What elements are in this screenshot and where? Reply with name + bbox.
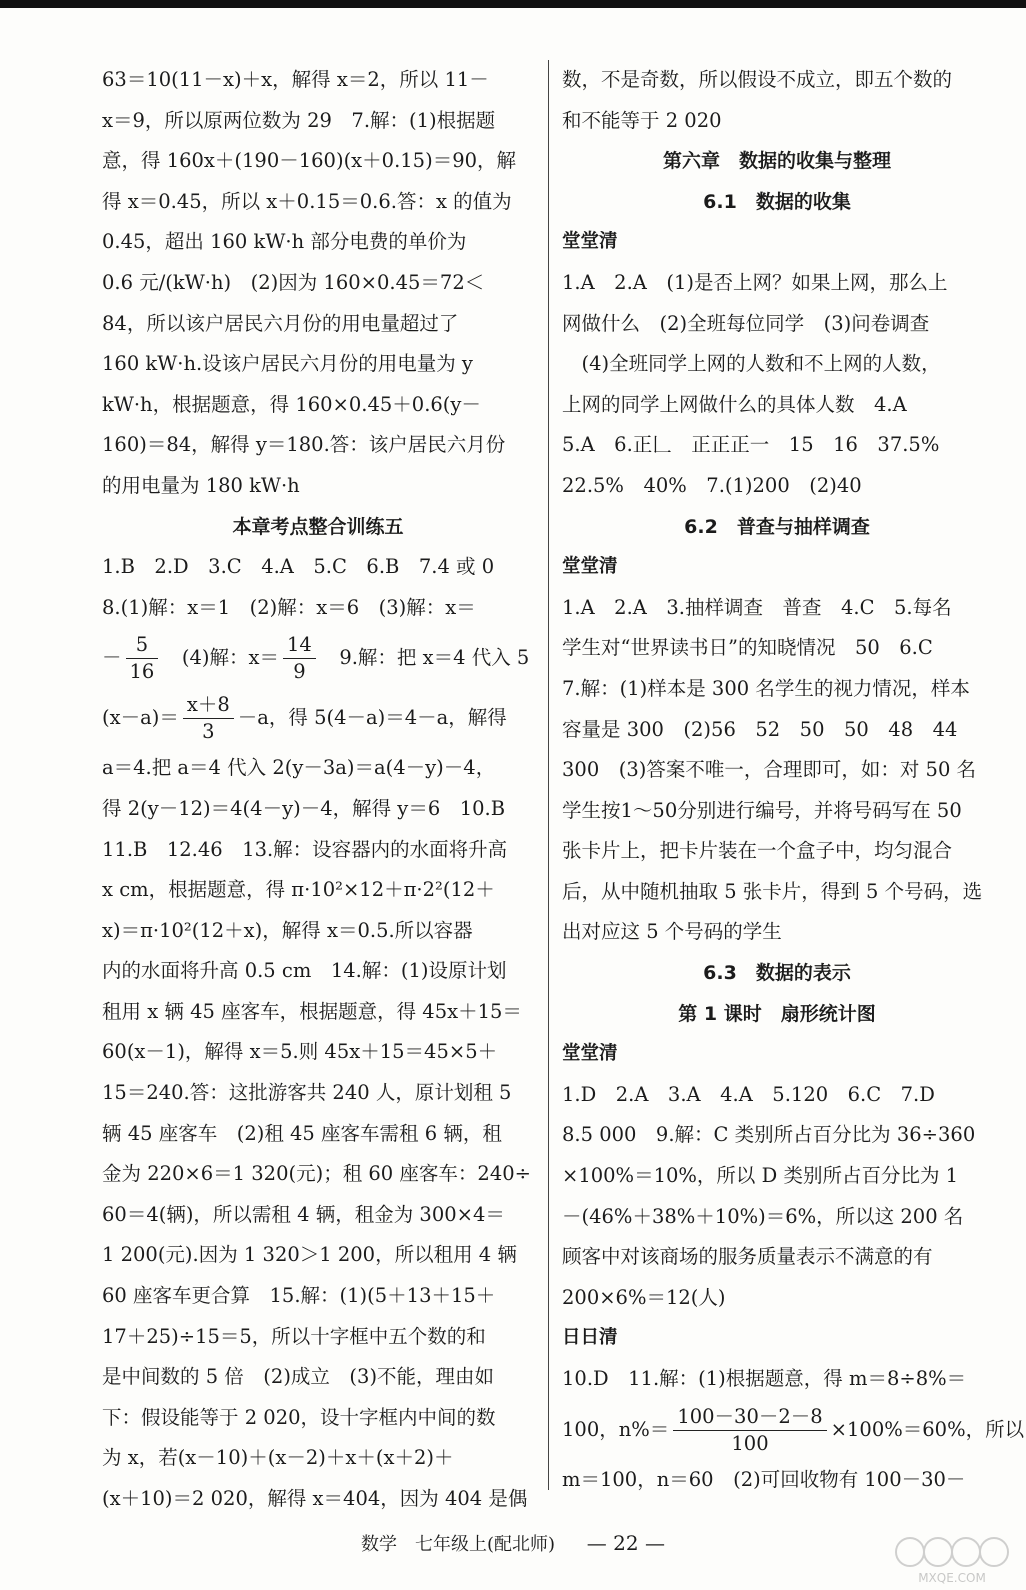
fraction-numerator: x＋8 <box>183 692 234 719</box>
chapter-title: 第六章 数据的收集与整理 <box>662 150 891 173</box>
fraction-numerator: 5 <box>126 632 159 659</box>
text-line: 数，不是奇数，所以假设不成立，即五个数的 <box>562 68 953 91</box>
text-line: 租用 x 辆 45 座客车，根据题意，得 45x＋15＝ <box>102 999 522 1023</box>
fraction-suffix: －a，得 5(4－a)＝4－a，解得 <box>237 706 507 730</box>
text-line: 11.B 12.46 13.解：设容器内的水面将升高 <box>102 837 508 861</box>
text-line: 下：假设能等于 2 020，设十字框内中间的数 <box>102 1405 496 1429</box>
text-line: 金为 220×6＝1 320(元)；租 60 座客车：240÷ <box>102 1162 531 1186</box>
fraction-denominator: 9 <box>293 660 306 684</box>
text-line: 的用电量为 180 kW·h <box>102 473 300 497</box>
text-line: 1.D 2.A 3.A 4.A 5.120 6.C 7.D <box>562 1082 935 1106</box>
section-title-6-2: 6.2 普查与抽样调查 <box>684 515 870 538</box>
text-line: 0.6 元/(kW·h) (2)因为 160×0.45＝72＜ <box>102 270 485 294</box>
section-title: 本章考点整合训练五 <box>232 515 404 538</box>
fraction-denominator: 100 <box>731 1431 769 1455</box>
subsection-label: 堂堂清 <box>562 231 618 253</box>
answers-line: 1.B 2.D 3.C 4.A 5.C 6.B 7.4 或 0 <box>102 555 495 579</box>
page-footer <box>0 1530 1026 1556</box>
text-line: 15＝240.答：这批游客共 240 人，原计划租 5 <box>102 1081 512 1105</box>
text-line: 辆 45 座客车 (2)租 45 座客车需租 6 辆，租 <box>102 1121 502 1145</box>
text-line: 160 kW·h.设该户居民六月份的用电量为 y <box>102 352 473 376</box>
fraction-suffix: ×100%＝60%，所以 <box>830 1417 1025 1441</box>
text-line: 8.5 000 9.解：C 类别所占百分比为 36÷360 <box>562 1123 976 1147</box>
text-line: 300 (3)答案不唯一，合理即可，如：对 50 名 <box>562 758 977 782</box>
text-line: 60＝4(辆)，所以需租 4 辆，租金为 300×4＝ <box>102 1202 505 1226</box>
text-line: x)＝π·10²(12＋x)，解得 x＝0.5.所以容器 <box>102 918 473 942</box>
watermark-logo-icon <box>892 1530 1012 1586</box>
footer-subject: 数学 七年级上(配北师) <box>361 1534 556 1555</box>
text-line: 1 200(元).因为 1 320＞1 200，所以租用 4 辆 <box>102 1243 517 1267</box>
text-line: 是中间数的 5 倍 (2)成立 (3)不能，理由如 <box>102 1365 495 1389</box>
text-line: 出对应这 5 个号码的学生 <box>562 920 782 944</box>
fraction-prefix: (x－a)＝ <box>102 706 179 730</box>
lesson-title: 第 1 课时 扇形统计图 <box>678 1002 876 1025</box>
text-line: x＝9，所以原两位数为 29 7.解：(1)根据题 <box>102 108 496 132</box>
right-column <box>562 60 1025 1500</box>
page-number: — 22 — <box>586 1531 665 1555</box>
text-line: 60 座客车更合算 15.解：(1)(5＋13＋15＋ <box>102 1284 496 1308</box>
fraction-numerator: 14 <box>283 632 316 659</box>
text-line: 得 x＝0.45，所以 x＋0.15＝0.6.答：x 的值为 <box>102 189 512 213</box>
text-line: 意，得 160x＋(190－160)(x＋0.15)＝90，解 <box>102 149 517 173</box>
fraction-denominator: 16 <box>129 660 155 684</box>
fraction-suffix: 9.解：把 x＝4 代入 5 <box>339 646 530 670</box>
text-line: x cm，根据题意，得 π·10²×12＋π·2²(12＋ <box>102 878 495 902</box>
text-line: 84，所以该户居民六月份的用电量超过了 <box>102 311 459 335</box>
text-line: 200×6%＝12(人) <box>562 1285 726 1309</box>
fraction <box>126 632 159 685</box>
text-line: 60(x－1)，解得 x＝5.则 45x＋15＝45×5＋ <box>102 1040 498 1064</box>
text-line: 学生对“世界读书日”的知晓情况 50 6.C <box>562 636 933 660</box>
fraction-line <box>102 688 534 748</box>
top-rule <box>0 0 1026 8</box>
text-line: 1.A 2.A 3.抽样调查 普查 4.C 5.每名 <box>562 595 952 619</box>
text-line: 1.A 2.A (1)是否上网？如果上网，那么上 <box>562 270 948 294</box>
text-line: 后，从中随机抽取 5 张卡片，得到 5 个号码，选 <box>562 879 983 903</box>
fraction-prefix: － <box>102 646 122 670</box>
fraction-line <box>562 1400 1025 1460</box>
text-line: 17＋25)÷15＝5，所以十字框中五个数的和 <box>102 1324 486 1348</box>
text-line: 张卡片上，把卡片装在一个盒子中，均匀混合 <box>562 839 953 863</box>
text-line: 160)＝84，解得 y＝180.答：该户居民六月份 <box>102 433 506 457</box>
subsection-label: 堂堂清 <box>562 1043 618 1065</box>
fraction-numerator: 100－30－2－8 <box>673 1404 826 1431</box>
section-title-6-3: 6.3 数据的表示 <box>703 962 851 985</box>
subsection-label: 堂堂清 <box>562 556 618 578</box>
left-lines-b <box>102 748 534 1519</box>
fraction-prefix: 100，n%＝ <box>562 1417 670 1441</box>
fraction-mid: (4)解：x＝ <box>181 646 279 670</box>
text-line: 63＝10(11－x)＋x，解得 x＝2，所以 11－ <box>102 68 489 91</box>
text-line: 上网的同学上网做什么的具体人数 4.A <box>562 392 907 416</box>
answers-line: 8.(1)解：x＝1 (2)解：x＝6 (3)解：x＝ <box>102 595 476 619</box>
text-line: 10.D 11.解：(1)根据题意，得 m＝8÷8%＝ <box>562 1367 967 1390</box>
text-line: 和不能等于 2 020 <box>562 108 722 132</box>
column-divider <box>548 60 549 1490</box>
text-line: 0.45，超出 160 kW·h 部分电费的单价为 <box>102 230 467 254</box>
fraction-denominator: 3 <box>202 720 215 744</box>
subsection-label: 日日清 <box>562 1327 618 1349</box>
fraction <box>183 692 234 745</box>
fraction <box>283 632 316 685</box>
text-line: 网做什么 (2)全班每位同学 (3)问卷调查 <box>562 311 930 335</box>
text-line: 为 x，若(x－10)＋(x－2)＋x＋(x＋2)＋ <box>102 1446 454 1470</box>
left-column <box>102 60 534 1520</box>
fraction <box>673 1404 826 1457</box>
section-title-6-1: 6.1 数据的收集 <box>703 190 851 213</box>
text-line: (x＋10)＝2 020，解得 x＝404，因为 404 是偶 <box>102 1487 528 1510</box>
text-line: 5.A 6.正𠃊 正正正一 15 16 37.5% <box>562 433 940 457</box>
fraction-line <box>102 628 534 688</box>
text-line: 22.5% 40% 7.(1)200 (2)40 <box>562 473 862 497</box>
text-line: m＝100，n＝60 (2)可回收物有 100－30－ <box>562 1467 966 1491</box>
text-line: 顾客中对该商场的服务质量表示不满意的有 <box>562 1245 933 1269</box>
text-line: 得 2(y－12)＝4(4－y)－4，解得 y＝6 10.B <box>102 796 506 820</box>
text-line: －(46%＋38%＋10%)＝6%，所以这 200 名 <box>562 1204 964 1228</box>
text-line: kW·h，根据题意，得 160×0.45＋0.6(y－ <box>102 392 481 416</box>
text-line: (4)全班同学上网的人数和不上网的人数， <box>562 352 941 376</box>
text-line: a＝4.把 a＝4 代入 2(y－3a)＝a(4－y)－4， <box>102 756 496 780</box>
text-line: ×100%＝10%，所以 D 类别所占百分比为 1 <box>562 1164 959 1188</box>
text-line: 容量是 300 (2)56 52 50 50 48 44 <box>562 717 958 741</box>
text-line: 内的水面将升高 0.5 cm 14.解：(1)设原计划 <box>102 959 507 983</box>
text-line: 学生按1～50分别进行编号，并将号码写在 50 <box>562 798 962 822</box>
left-lines-a <box>102 60 534 507</box>
text-line: 7.解：(1)样本是 300 名学生的视力情况，样本 <box>562 676 970 700</box>
watermark-text: MXQE.COM <box>918 1571 986 1585</box>
